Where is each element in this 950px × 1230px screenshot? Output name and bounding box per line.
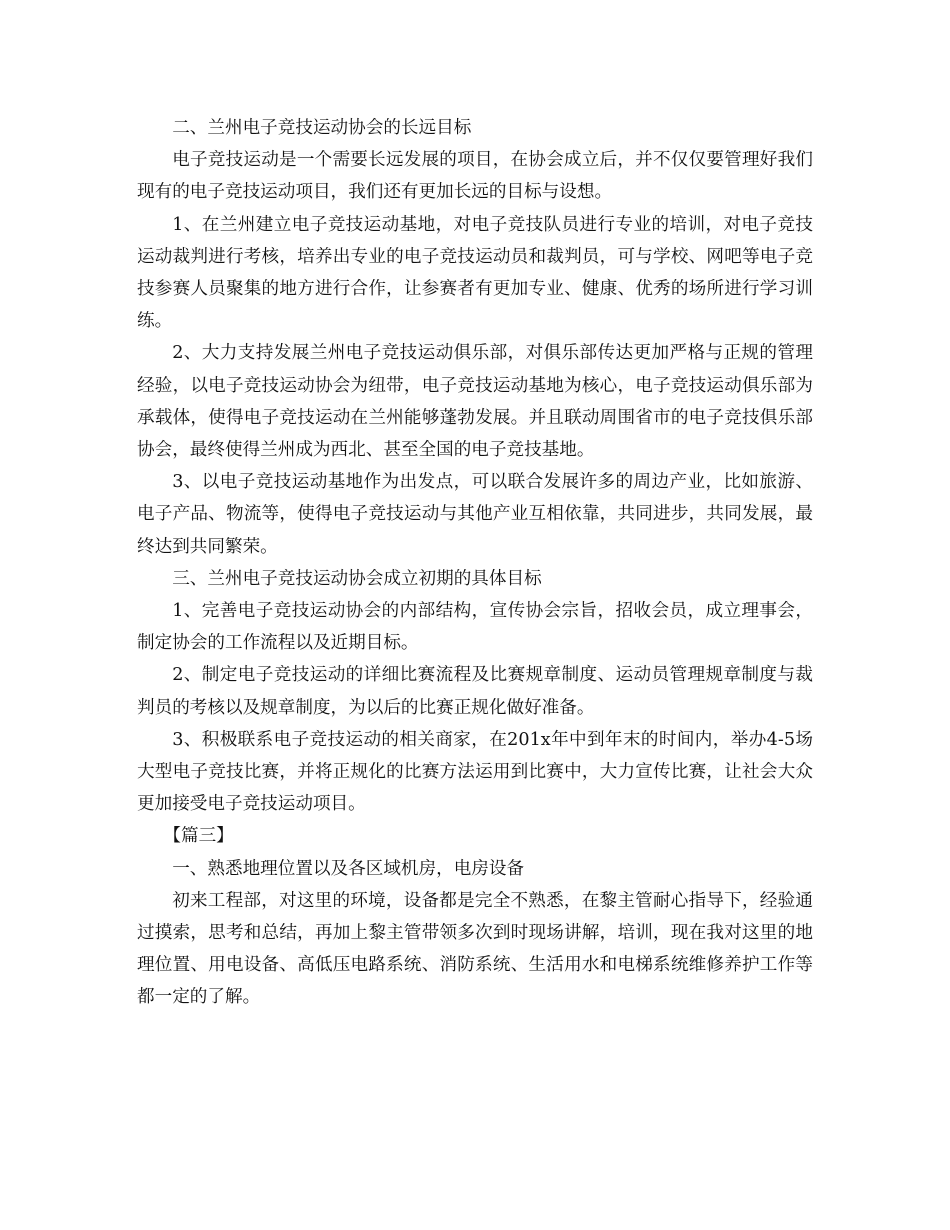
paragraph-initial-3: 3、积极联系电子竞技运动的相关商家，在201x年中到年末的时间内，举办4-5场大型电子竞技比赛，并将正规化的比赛方法运用到比赛中，大力宣传比赛，让社会大众更加接受电子竞技运动项目。 — [137, 729, 813, 815]
paragraph-familiarize: 初来工程部，对这里的环境，设备都是完全不熟悉，在黎主管耐心指导下，经验通过摸索，思考和总结，再加上黎主管带领多次到时现场讲解，培训，现在我对这里的地理位置、用电设备、高低压电路系统、消防系统、生活用水和电梯系统维修养护工作等都一定的了解。 — [137, 890, 813, 1008]
paragraph-goal-1: 1、在兰州建立电子竞技运动基地，对电子竞技队员进行专业的培训，对电子竞技运动裁判进行考核，培养出专业的电子竞技运动员和裁判员，可与学校、网吧等电子竞技参赛人员聚集的地方进行合作，让参赛者有更加专业、健康、优秀的场所进行学习训练。 — [137, 214, 813, 332]
part-three-heading: 【篇三】 — [163, 826, 234, 847]
section-heading-initial-goals: 三、兰州电子竞技运动协会成立初期的具体目标 — [172, 568, 542, 589]
paragraph-intro: 电子竞技运动是一个需要长远发展的项目，在协会成立后，并不仅仅要管理好我们现有的电子竞技运动项目，我们还有更加长远的目标与设想。 — [137, 150, 813, 203]
section-heading-long-term-goals: 二、兰州电子竞技运动协会的长远目标 — [172, 118, 472, 138]
paragraph-initial-1: 1、完善电子竞技运动协会的内部结构，宣传协会宗旨，招收会员，成立理事会，制定协会的工作流程以及近期目标。 — [137, 601, 813, 654]
document-body — [137, 112, 813, 1014]
section-heading-familiarize: 一、熟悉地理位置以及各区域机房，电房设备 — [172, 858, 525, 879]
paragraph-initial-2: 2、制定电子竞技运动的详细比赛流程及比赛规章制度、运动员管理规章制度与裁判员的考核以及规章制度，为以后的比赛正规化做好准备。 — [137, 665, 813, 718]
paragraph-goal-2: 2、大力支持发展兰州电子竞技运动俱乐部，对俱乐部传达更加严格与正规的管理经验，以电子竞技运动协会为纽带，电子竞技运动基地为核心，电子竞技运动俱乐部为承载体，使得电子竞技运动在兰州能够蓬勃发展。并且联动周围省市的电子竞技俱乐部协会，最终使得兰州成为西北、甚至全国的电子竞技基地。 — [137, 343, 813, 461]
paragraph-goal-3: 3、以电子竞技运动基地作为出发点，可以联合发展许多的周边产业，比如旅游、电子产品、物流等，使得电子竞技运动与其他产业互相依靠，共同进步，共同发展，最终达到共同繁荣。 — [137, 472, 813, 557]
